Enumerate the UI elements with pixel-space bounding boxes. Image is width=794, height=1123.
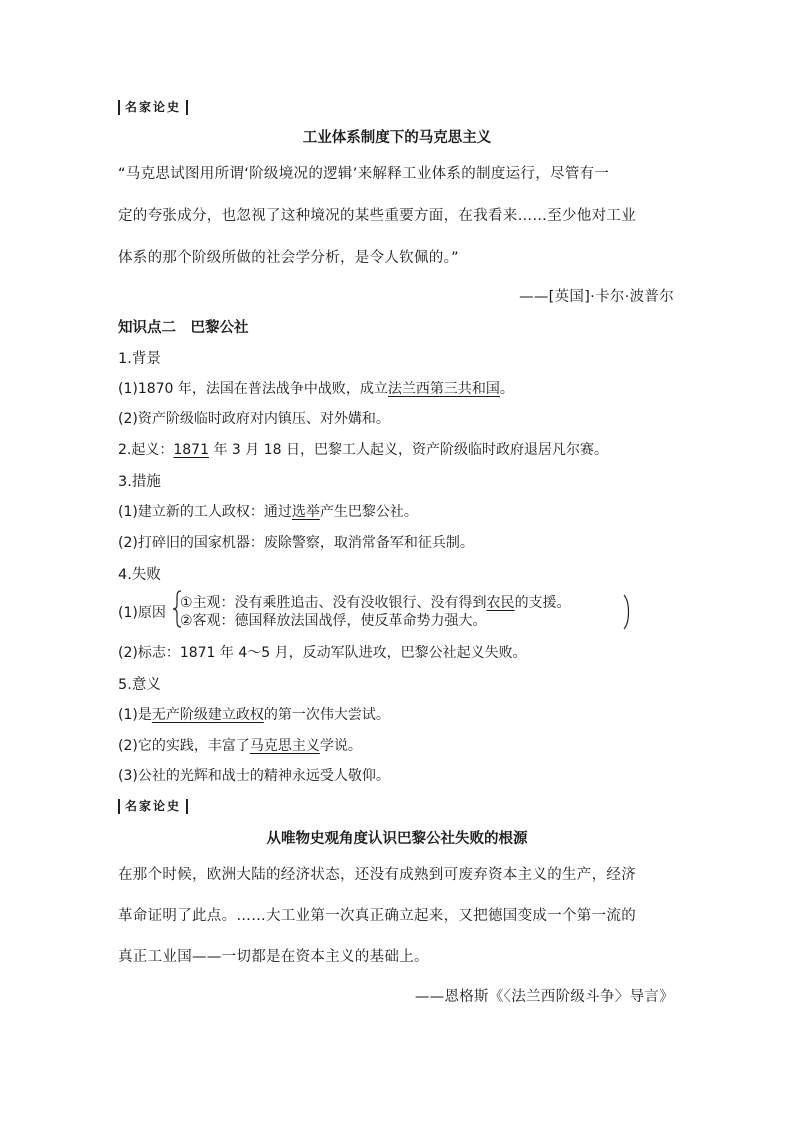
failure-objective: ②客观：德国释放法国战俘，使反革命势力强大。: [180, 613, 487, 629]
significance-item-1: [118, 704, 390, 724]
failure-sign: (2)标志：1871 年 4～5 月，反动军队进攻，巴黎公社起义失败。: [118, 645, 527, 661]
failure-reason-label: (1)原因: [118, 605, 166, 621]
quote-line: 革命证明了此点。……大工业第一次真正确立起来，又把德国变成一个第一流的: [118, 908, 636, 924]
text: (1)1870 年，法国在普法战争中战败，成立: [118, 381, 388, 397]
significance-item-3: (3)公社的光辉和战士的精神永远受人敬仰。: [118, 768, 390, 784]
quote-attribution: ——恩格斯《〈法兰西阶级斗争〉导言》: [414, 989, 674, 1005]
section-title: 从唯物史观角度认识巴黎公社失败的根源: [266, 831, 528, 847]
knowledge-heading: 知识点二 巴黎公社: [118, 320, 249, 336]
text: (2)它的实践，丰富了: [118, 738, 250, 754]
underlined-key-term: 农民: [486, 595, 515, 611]
measures-item-1: [118, 501, 418, 521]
subheading-measures: 3.措施: [118, 474, 161, 490]
subheading-failure: 4.失败: [118, 567, 161, 583]
text: 的第一次伟大尝试。: [263, 707, 390, 723]
underlined-key-term: 马克思主义: [249, 738, 320, 754]
underlined-key-term: 选举: [291, 504, 320, 520]
background-item-2: (2)资产阶级临时政府对内镇压、对外媾和。: [118, 411, 390, 427]
section-tag-famous-historians: 名家论史: [118, 100, 188, 115]
uprising-label: 2.起义：: [118, 442, 174, 458]
quote-line: 在那个时候，欧洲大陆的经济状态，还没有成熟到可废弃资本主义的生产，经济: [118, 867, 636, 883]
quote-line: “马克思试图用所谓‘阶级境况的逻辑’来解释工业体系的制度运行，尽管有一: [118, 166, 610, 182]
quote-attribution: ——[英国]·卡尔·波普尔: [519, 289, 674, 305]
text: 年 3 月 18 日，巴黎工人起义，资产阶级临时政府退居凡尔赛。: [209, 442, 608, 458]
text: 。: [499, 381, 514, 397]
underlined-key-term: 无产阶级建立政权: [151, 707, 264, 723]
subheading-background: 1.背景: [118, 351, 161, 367]
measures-item-2: (2)打碎旧的国家机器：废除警察，取消常备军和征兵制。: [118, 535, 474, 551]
background-item-1: [118, 378, 514, 398]
text: ①主观：没有乘胜追击、没有没收银行、没有得到: [180, 595, 487, 611]
failure-subjective: [180, 592, 571, 612]
underlined-key-term: 1871: [173, 442, 209, 458]
text: (1)是: [118, 707, 152, 723]
underlined-key-term: 法兰西第三共和国: [387, 381, 500, 397]
text: 产生巴黎公社。: [319, 504, 418, 520]
text: 的支援。: [514, 595, 571, 611]
section-tag-famous-historians: 名家论史: [118, 799, 188, 814]
right-paren-icon: [622, 594, 632, 630]
text: 学说。: [319, 738, 362, 754]
quote-line: 真正工业国——一切都是在资本主义的基础上。: [118, 949, 429, 965]
quote-line: 体系的那个阶级所做的社会学分析，是令人钦佩的。”: [118, 250, 459, 266]
subheading-significance: 5.意义: [118, 677, 161, 693]
significance-item-2: [118, 735, 362, 755]
uprising-line: [118, 439, 608, 459]
text: (1)建立新的工人政权：通过: [118, 504, 292, 520]
quote-line: 定的夸张成分，也忽视了这种境况的某些重要方面，在我看来……至少他对工业: [118, 208, 636, 224]
section-title: 工业体系制度下的马克思主义: [302, 130, 492, 146]
